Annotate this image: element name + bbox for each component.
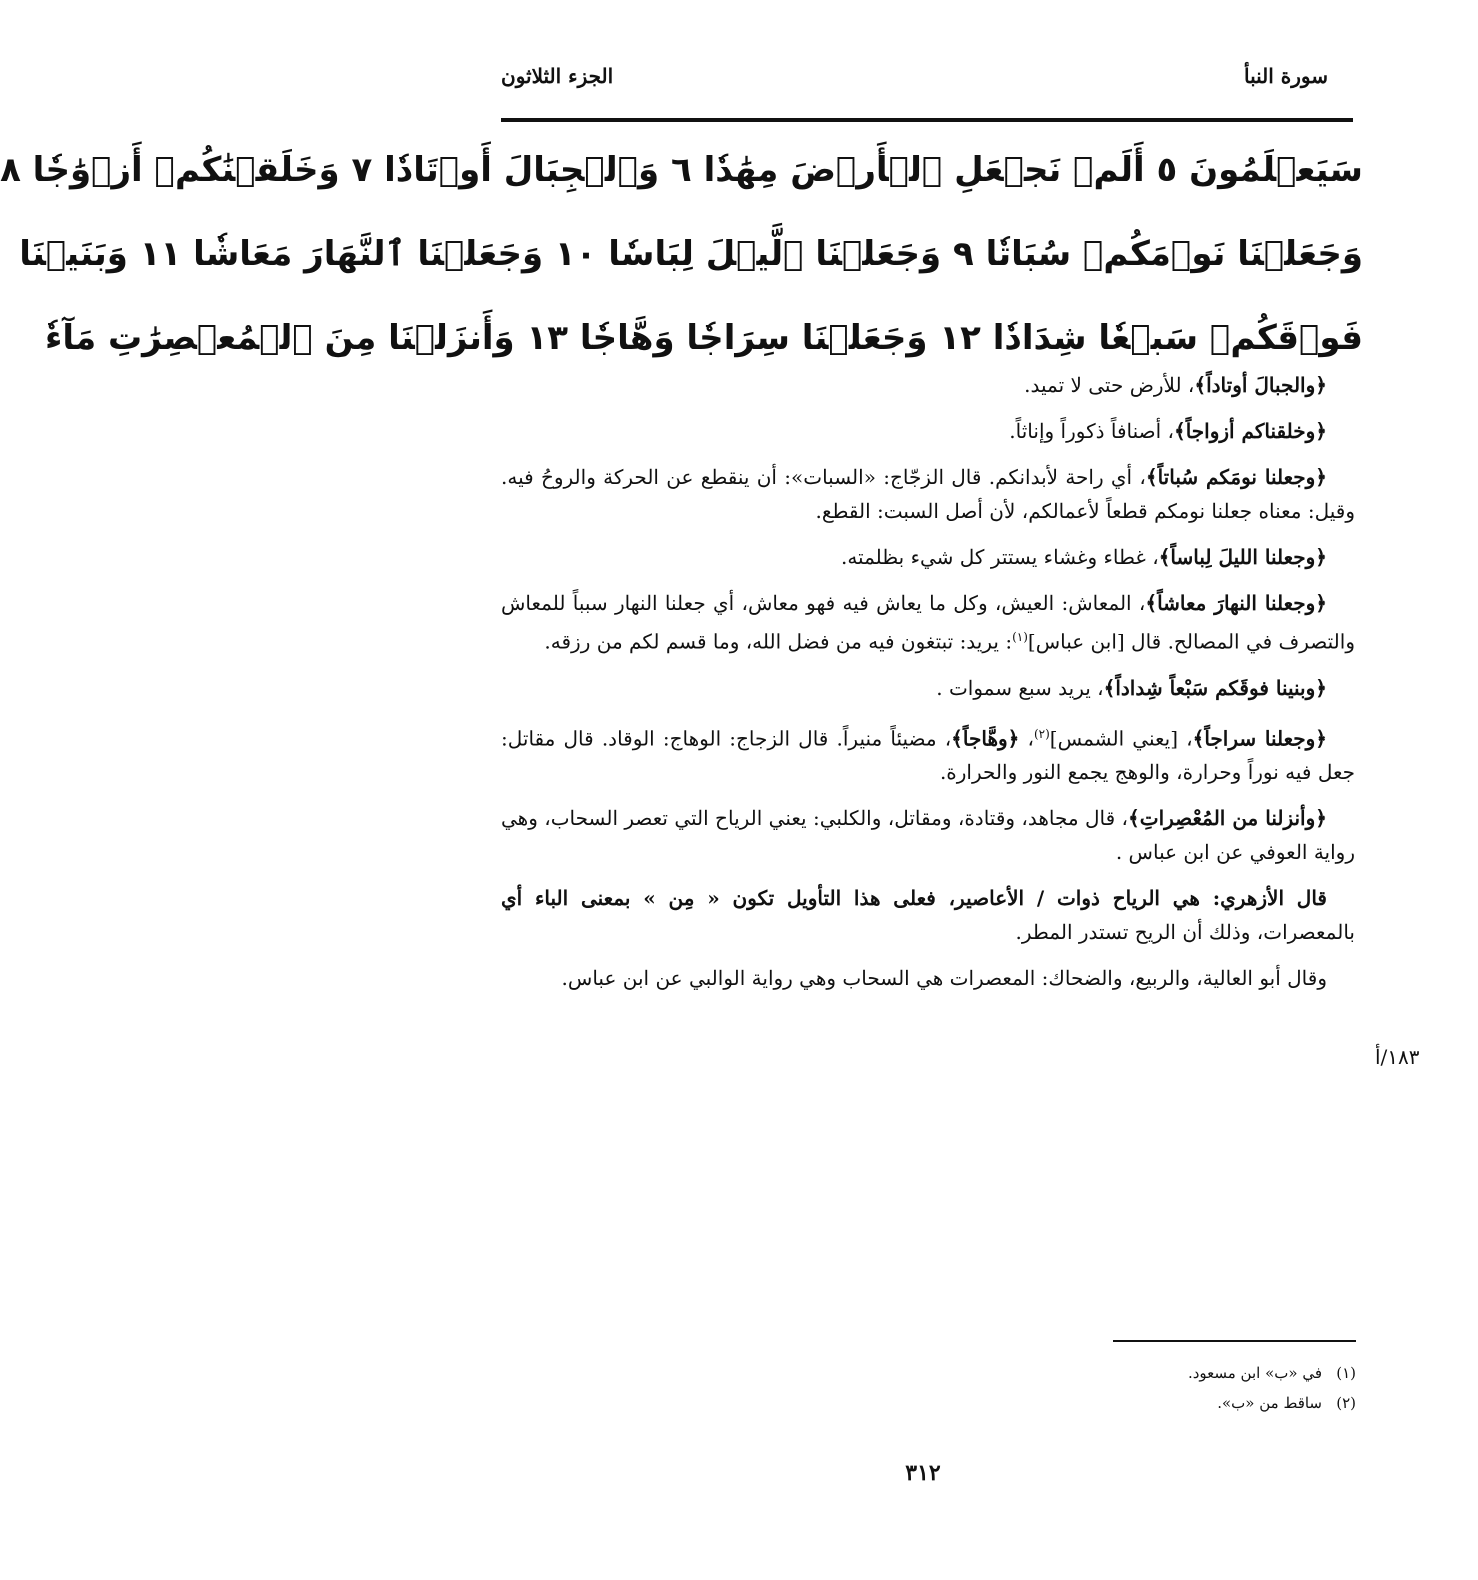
quran-text-block bbox=[0, 140, 1363, 392]
footnotes bbox=[983, 1358, 1356, 1418]
commentary-para-3 bbox=[501, 460, 1355, 528]
para-text: ، [يعني الشمس] bbox=[1049, 726, 1193, 751]
page-number: ٣١٢ bbox=[905, 1460, 941, 1486]
verse-quote: ﴿وجعلنا سراجاً﴾ bbox=[1192, 726, 1327, 751]
azhari-quote: قال الأزهري: هي الرياح ذوات / الأعاصير، فعلى هذا التأويل تكون « مِن » بمعنى الباء أي bbox=[501, 886, 1327, 911]
para-text: ، المعاش: العيش، وكل ما يعاش فيه فهو معاش، أي جعلنا النهار سبباً للمعاش والتصرف في المصالح. قال [ابن عباس] bbox=[501, 591, 1355, 654]
para-text: ، قال مجاهد، وقتادة، ومقاتل، والكلبي: يعني الرياح التي تعصر السحاب، وهي رواية العوفي عن ابن عباس . bbox=[501, 806, 1355, 865]
verse-quote: ﴿وجعلنا الليلَ لِباساً﴾ bbox=[1158, 545, 1327, 569]
commentary-para-5 bbox=[501, 586, 1355, 659]
commentary-para-8 bbox=[501, 801, 1355, 869]
para-text: ، bbox=[1019, 726, 1034, 751]
commentary-para-1 bbox=[501, 368, 1355, 402]
manuscript-folio-note: ١٨٣/أ bbox=[1375, 1045, 1420, 1069]
commentary-para-7 bbox=[501, 717, 1355, 790]
verse-quote: ﴿وجعلنا النهارَ معاشاً﴾ bbox=[1145, 591, 1327, 615]
para-text: ، للأرض حتى لا تميد. bbox=[1024, 373, 1195, 397]
footnote-number: (١) bbox=[1336, 1364, 1356, 1382]
footnote-2 bbox=[983, 1388, 1356, 1418]
commentary-para-10 bbox=[501, 961, 1355, 995]
para-text: ، يريد سبع سموات . bbox=[936, 675, 1104, 700]
commentary-para-6 bbox=[501, 671, 1355, 705]
footnote-1 bbox=[983, 1358, 1356, 1388]
commentary-para-4 bbox=[501, 540, 1355, 574]
verse-quote: ﴿وجعلنا نومَكم سُباتاً﴾ bbox=[1145, 465, 1327, 489]
verse-quote: ﴿والجبالَ أوتاداً﴾ bbox=[1194, 373, 1327, 397]
verse-quote: ﴿وبنينا فوقَكم سَبْعاً شِداداً﴾ bbox=[1103, 675, 1327, 700]
footnote-text: ساقط من «ب». bbox=[1217, 1394, 1322, 1412]
commentary-para-2 bbox=[501, 414, 1355, 448]
quran-line-2: وَجَعَلۡنَا نَوۡمَكُمۡ سُبَاتٗا ٩ وَجَعَلۡنَا ٱلَّيۡلَ لِبَاسٗا ١٠ وَجَعَلۡنَا ٱلنَّهَارَ مَعَاشٗا ١١ وَبَنَيۡنَا bbox=[19, 234, 1363, 274]
para-text: ، أي راحة لأبدانكم. قال الزجّاج: «السبات»: أن ينقطع عن الحركة والروحُ فيه. وقيل: معناه جعلنا نومكم قطعاً لأعمالكم، لأن أصل السبت: القطع. bbox=[501, 465, 1355, 523]
commentary-body bbox=[501, 368, 1355, 1007]
para-text: ، أصنافاً ذكوراً وإناثاً. bbox=[1009, 419, 1174, 443]
para-text: بالمعصرات، وذلك أن الريح تستدر المطر. bbox=[1015, 920, 1355, 945]
juz-title: الجزء الثلاثون bbox=[501, 64, 614, 88]
verse-quote: ﴿وخلقناكم أزواجاً﴾ bbox=[1173, 419, 1327, 443]
footnote-ref: (٢) bbox=[1033, 726, 1050, 741]
quran-line-1: سَيَعۡلَمُونَ ٥ أَلَمۡ نَجۡعَلِ ٱلۡأَرۡضَ مِهَٰدٗا ٦ وَٱلۡجِبَالَ أَوۡتَادٗا ٧ وَخَلَقۡنَٰكُمۡ أَزۡوَٰجٗا ٨ bbox=[0, 150, 1363, 190]
footnote-ref: (١) bbox=[1012, 630, 1028, 644]
verse-quote: ﴿وهَّاجاً﴾ bbox=[951, 726, 1020, 751]
surah-title: سورة النبأ bbox=[1243, 64, 1328, 88]
footnote-text: في «ب» ابن مسعود. bbox=[1187, 1364, 1322, 1382]
para-text: ، مضيئاً منيراً. قال الزجاج: الوهاج: الوقاد. قال مقاتل: جعل فيه نوراً وحرارة، والوهج يجمع النور والحرارة. bbox=[501, 726, 1355, 785]
verse-quote: ﴿وأنزلنا من المُعْصِراتِ﴾ bbox=[1128, 806, 1327, 831]
footnote-number: (٢) bbox=[1336, 1394, 1356, 1412]
quran-line-3: فَوۡقَكُمۡ سَبۡعٗا شِدَادٗا ١٢ وَجَعَلۡنَا سِرَاجٗا وَهَّاجٗا ١٣ وَأَنزَلۡنَا مِنَ ٱلۡمُعۡصِرَٰتِ مَآءٗ bbox=[44, 318, 1363, 358]
para-text: وقال أبو العالية، والربيع، والضحاك: المعصرات هي السحاب وهي رواية الوالبي عن ابن عباس. bbox=[561, 966, 1327, 991]
para-text: ، غطاء وغشاء يستتر كل شيء بظلمته. bbox=[840, 545, 1159, 569]
commentary-para-9 bbox=[501, 881, 1355, 949]
footnote-rule bbox=[1113, 1340, 1356, 1342]
header-rule bbox=[501, 118, 1353, 122]
para-text: : يريد: تبتغون فيه من فضل الله، وما قسم لكم من رزقه. bbox=[544, 629, 1013, 654]
